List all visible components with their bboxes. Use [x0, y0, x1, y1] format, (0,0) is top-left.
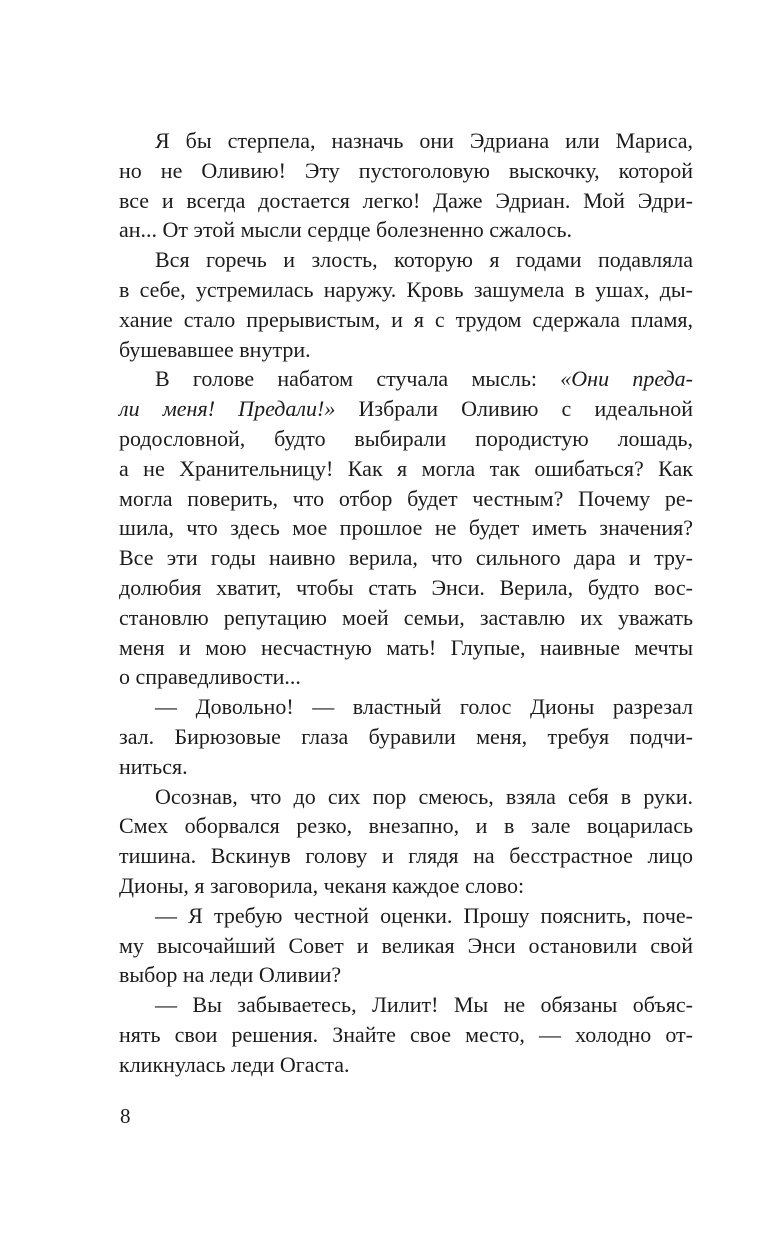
- text-segment: Осознав, что до сих пор смеюсь, взяла себя в руки.: [155, 783, 693, 809]
- text-segment: тишина. Вскинув голову и глядя на бесстрастное лицо: [119, 843, 693, 869]
- italic-text-segment: ли меня! Предали!»: [119, 396, 336, 422]
- text-line: [119, 394, 693, 424]
- text-segment: могла поверить, что отбор будет честным? Почему ре-: [119, 485, 693, 511]
- text-line: [119, 633, 693, 663]
- text-segment: кликнулась леди Огаста.: [119, 1051, 350, 1077]
- text-line: [119, 186, 693, 216]
- text-line: [119, 931, 693, 961]
- text-line: [119, 1020, 693, 1050]
- text-line: [119, 424, 693, 454]
- text-line: [119, 692, 693, 722]
- text-segment: о справедливости...: [119, 664, 301, 690]
- text-segment: Дионы, я заговорила, чеканя каждое слово:: [119, 872, 525, 898]
- text-line: [119, 335, 693, 365]
- text-line: [119, 543, 693, 573]
- text-segment: Все эти годы наивно верила, что сильного дара и тру-: [119, 545, 693, 571]
- text-segment: — Довольно! — властный голос Дионы разрезал: [155, 694, 693, 720]
- text-segment: Избрали Оливию с идеальной: [335, 396, 693, 422]
- text-line: [119, 364, 693, 394]
- text-segment: ниться.: [119, 753, 188, 779]
- text-segment: шила, что здесь мое прошлое не будет иметь значения?: [119, 515, 693, 541]
- text-segment: — Я требую честной оценки. Прошу пояснить, поче-: [155, 902, 693, 928]
- text-segment: нять свои решения. Знайте свое место, — холодно от-: [119, 1021, 693, 1047]
- text-segment: в себе, устремилась наружу. Кровь зашумела в ушах, ды-: [119, 276, 693, 302]
- text-line: [119, 1050, 693, 1080]
- text-line: [119, 752, 693, 782]
- text-line: [119, 782, 693, 812]
- text-segment: долюбия хватит, чтобы стать Энси. Верила, будто вос-: [119, 574, 693, 600]
- text-segment: ан... От этой мысли сердце болезненно сжалось.: [119, 217, 572, 243]
- text-segment: В голове набатом стучала мысль:: [155, 366, 561, 392]
- text-line: [119, 126, 693, 156]
- text-line: [119, 245, 693, 275]
- text-segment: меня и мою несчастную мать! Глупые, наивные мечты: [119, 634, 693, 660]
- text-line: [119, 156, 693, 186]
- text-line: [119, 811, 693, 841]
- body-text: [119, 126, 693, 1080]
- text-segment: му высочайший Совет и великая Энси остановили свой: [119, 932, 693, 958]
- page-number: 8: [120, 1104, 131, 1128]
- text-line: [119, 960, 693, 990]
- text-line: [119, 722, 693, 752]
- text-line: [119, 603, 693, 633]
- text-segment: Я бы стерпела, назначь они Эдриана или Мариса,: [155, 128, 693, 153]
- text-segment: Вся горечь и злость, которую я годами подавляла: [155, 247, 693, 273]
- text-segment: бушевавшее внутри.: [119, 336, 311, 362]
- text-segment: но не Оливию! Эту пустоголовую выскочку, которой: [119, 157, 693, 183]
- text-line: [119, 513, 693, 543]
- text-segment: Смех оборвался резко, внезапно, и в зале воцарилась: [119, 813, 693, 839]
- text-line: [119, 484, 693, 514]
- text-segment: родословной, будто выбирали породистую лошадь,: [119, 425, 693, 451]
- text-line: [119, 841, 693, 871]
- text-line: [119, 275, 693, 305]
- text-segment: все и всегда достается легко! Даже Эдриан. Мой Эдри-: [119, 187, 693, 213]
- text-line: [119, 662, 693, 692]
- text-segment: зал. Бирюзовые глаза буравили меня, требуя подчи-: [119, 723, 693, 749]
- text-line: [119, 990, 693, 1020]
- text-segment: становлю репутацию моей семьи, заставлю их уважать: [119, 604, 693, 630]
- text-line: [119, 215, 693, 245]
- text-line: [119, 871, 693, 901]
- text-line: [119, 901, 693, 931]
- text-line: [119, 454, 693, 484]
- text-segment: выбор на леди Оливии?: [119, 962, 342, 988]
- text-line: [119, 573, 693, 603]
- text-segment: — Вы забываетесь, Лилит! Мы не обязаны объяс-: [155, 992, 693, 1018]
- text-segment: хание стало прерывистым, и я с трудом сдержала пламя,: [119, 306, 693, 332]
- text-segment: а не Хранительницу! Как я могла так ошибаться? Как: [119, 455, 693, 481]
- text-line: [119, 305, 693, 335]
- italic-text-segment: «Они преда-: [560, 366, 693, 392]
